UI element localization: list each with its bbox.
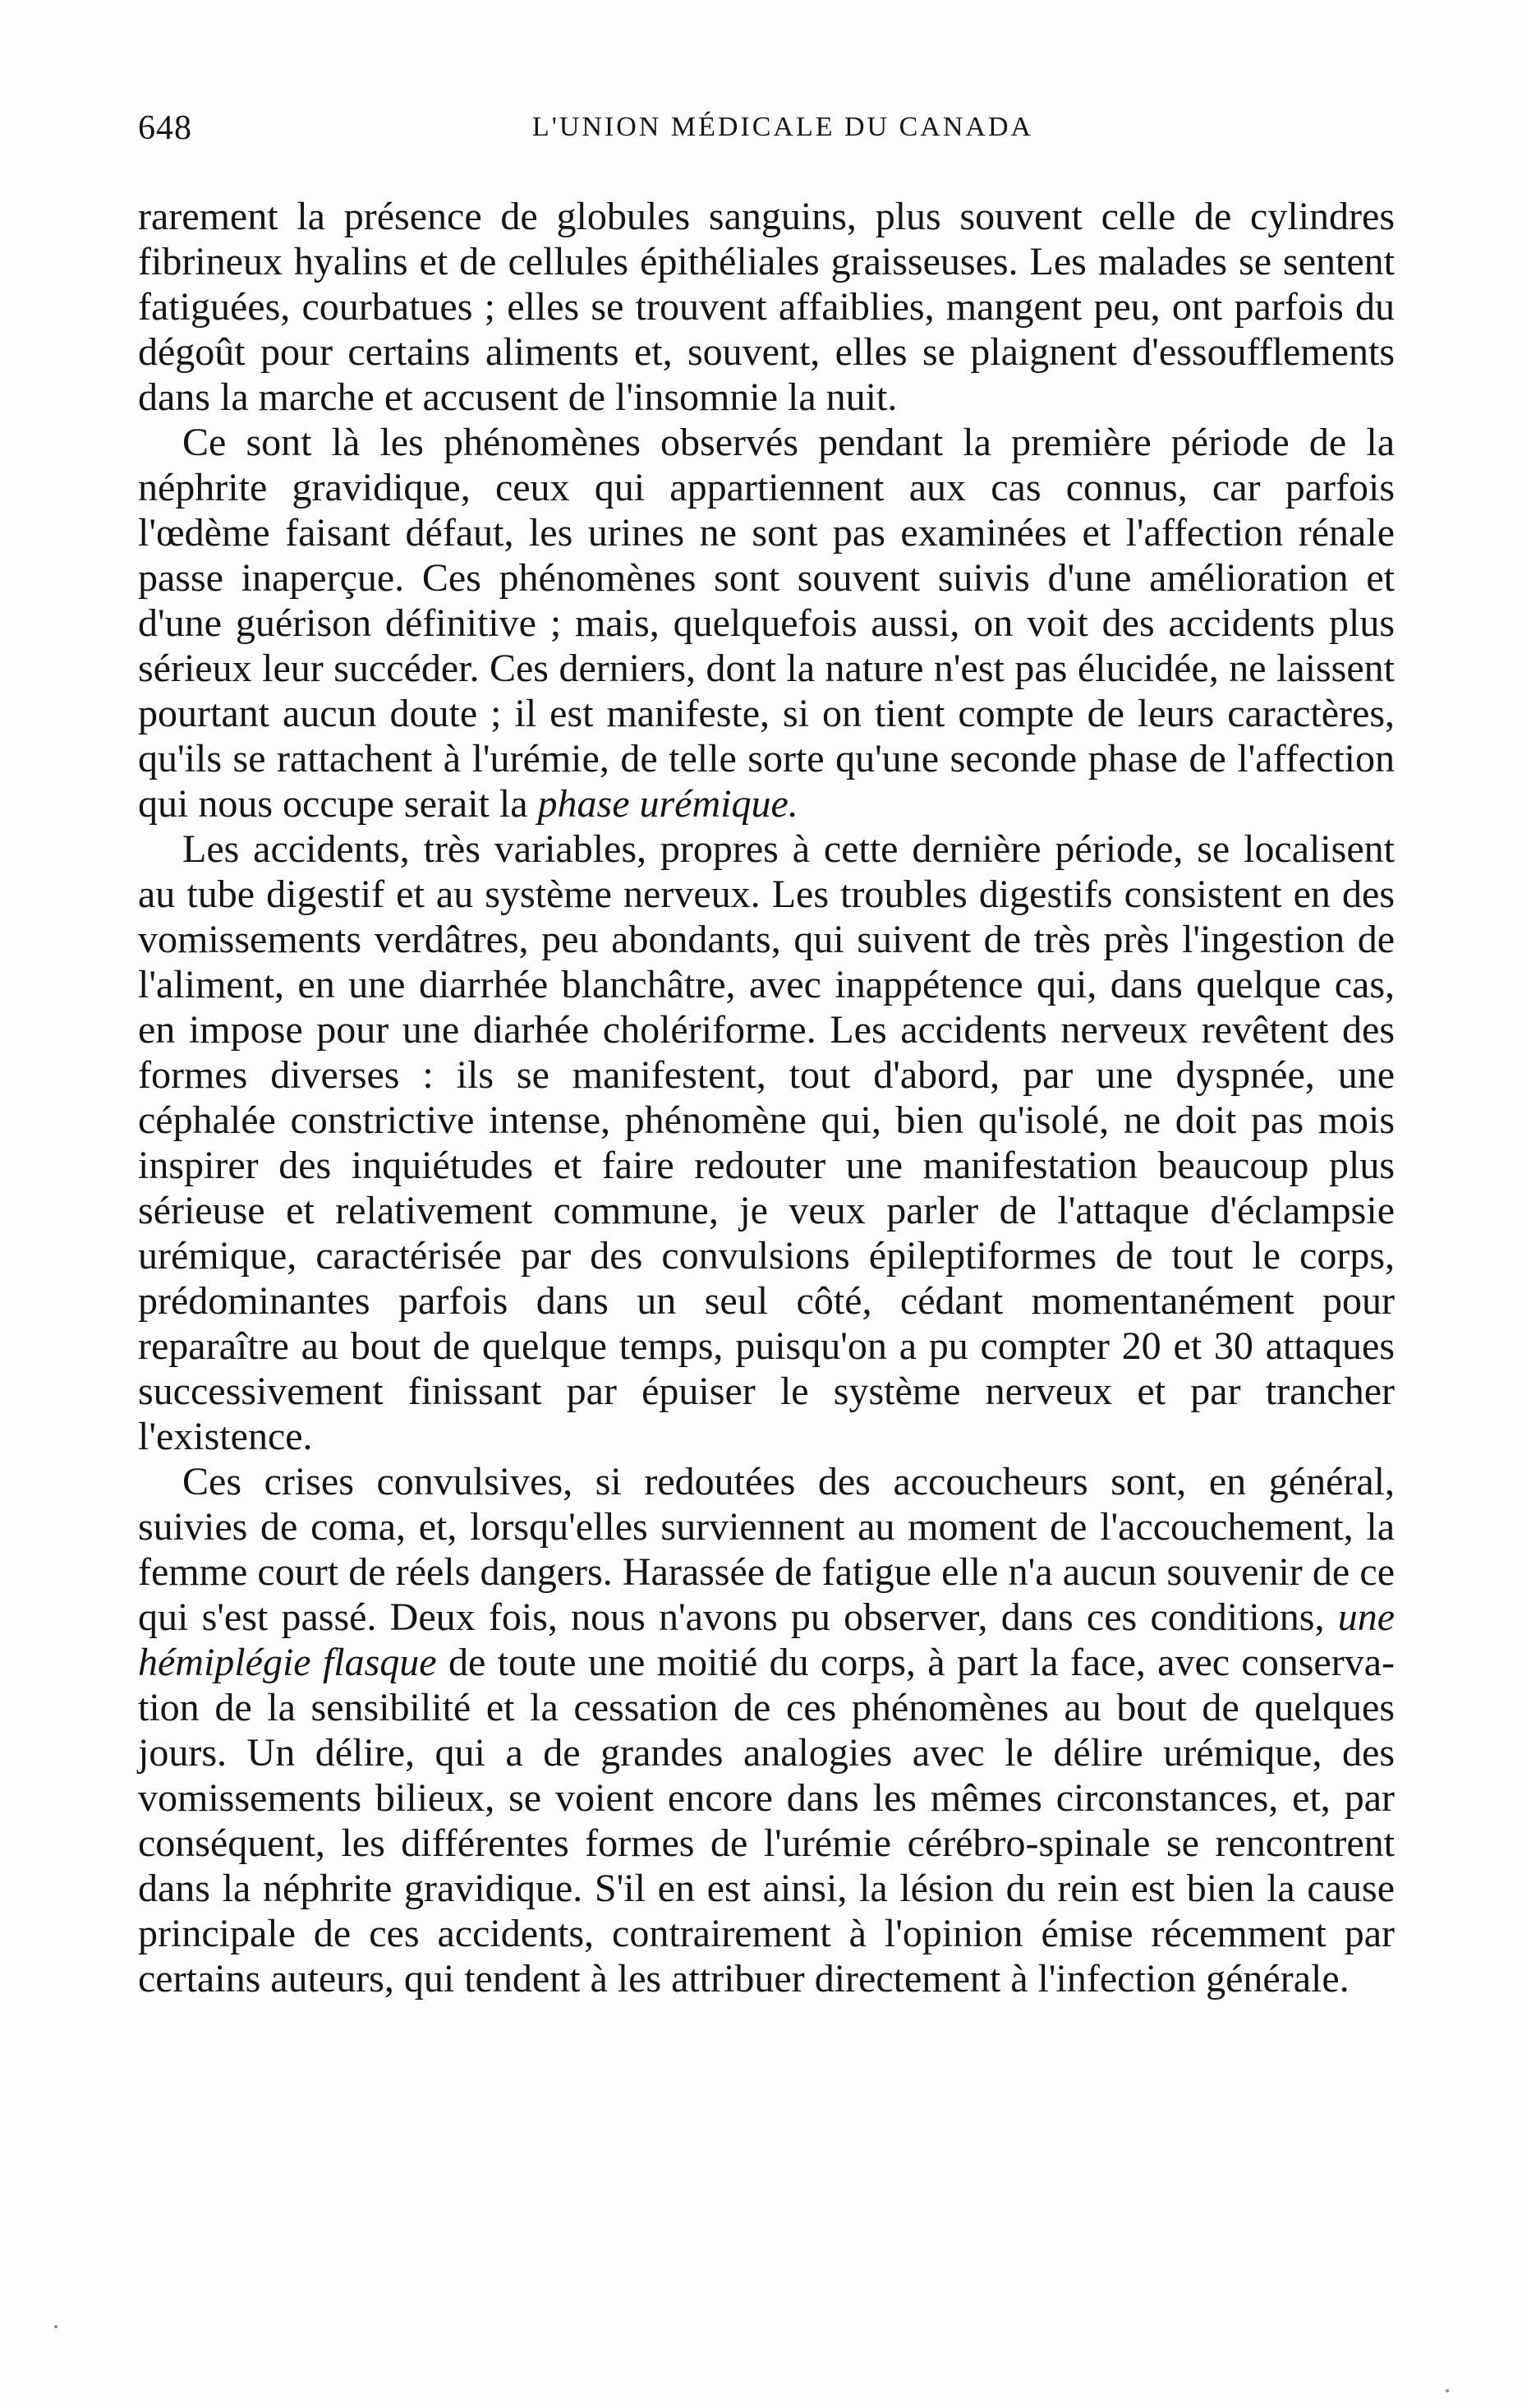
paragraph	[138, 420, 1395, 826]
running-title: L'UNION MÉDICALE DU CANADA	[531, 112, 1034, 142]
body-text	[138, 194, 1395, 2001]
scan-speck	[54, 2325, 57, 2328]
text-segment: de toute une moitié du corps, à part la face, avec conservation de la sensibilité et la cessation de ces phénomènes au bout de quelques jours. Un délire, qui a de grandes analogies avec le délire urémique, des vomissements bilieux, se voient encore dans les mêmes circonstances, et, par conséquent, les différentes formes de l'urémie cérébro-spinale se rencontrent dans la néphrite gravidique. S'il en est ainsi, la lésion du rein est bien la cause principale de ces accidents, contrairement à l'opinion émise récemment par certains auteurs, qui tendent à les attribuer directement à l'infection générale.	[138, 1641, 1395, 2001]
page-number: 648	[138, 109, 192, 147]
page-header	[138, 108, 1395, 158]
text-segment: Ce sont là les phénomènes observés pendant la première période de la néphrite gravidique, ceux qui appartiennent aux cas connus, car parfois l'œdème faisant défaut, les urines ne sont pas examinées et l'affection rénale passe inaperçue. Ces phénomènes sont souvent suivis d'une amélioration et d'une guérison définitive ; mais, quelquefois aussi, on voit des accidents plus sérieux leur succéder. Ces derniers, dont la nature n'est pas élucidée, ne laissent pourtant aucun doute ; il est manifeste, si on tient compte de leurs caractères, qu'ils se rattachent à l'urémie, de telle sorte qu'une seconde phase de l'affection qui nous occupe serait la	[138, 421, 1395, 826]
scan-speck	[1446, 2389, 1449, 2392]
text-segment: Ces crises convulsives, si redoutées des accoucheurs sont, en général, suivies de coma, et, lorsqu'elles surviennent au moment de l'accouchement, la femme court de réels dangers. Harassée de fatigue elle n'a aucun souvenir de ce qui s'est passé. Deux fois, nous n'avons pu observer, dans ces conditions,	[138, 1460, 1395, 1639]
paragraph	[138, 826, 1395, 1459]
paragraph	[138, 1459, 1395, 2001]
paragraph	[138, 194, 1395, 420]
italic-text-segment: une hémiplégie flasque	[138, 1595, 1395, 1684]
text-segment: rarement la présence de globules sanguins, plus souvent celle de cylindres fibrineux hyalins et de cellules épithéliales graisseuses. Les malades se sentent fatiguées, courbatues ; elles se trouvent affaiblies, mangent peu, ont parfois du dégoût pour certains aliments et, souvent, elles se plaignent d'essoufflements dans la marche et accusent de l'insomnie la nuit.	[138, 195, 1395, 419]
italic-text-segment: phase urémique.	[537, 782, 798, 826]
text-segment: Les accidents, très variables, propres à cette dernière période, se localisent au tube digestif et au système nerveux. Les troubles digestifs consistent en des vomissements verdâtres, peu abondants, qui suivent de très près l'ingestion de l'aliment, en une diarrhée blanchâtre, avec inappétence qui, dans quelque cas, en impose pour une diarhée cholériforme. Les accidents nerveux revêtent des formes diverses : ils se manifestent, tout d'abord, par une dyspnée, une céphalée constrictive intense, phénomène qui, bien qu'isolé, ne doit pas mois inspirer des inquiétudes et faire redouter une manifestation beaucoup plus sérieuse et relativement commune, je veux parler de l'attaque d'éclampsie urémique, caractérisée par des convulsions épileptiformes de tout le corps, prédominantes parfois dans un seul côté, cédant momentanément pour reparaître au bout de quelque temps, puisqu'on a pu compter 20 et 30 attaques successivement finissant par épuiser le système nerveux et par trancher l'existence.	[138, 827, 1395, 1458]
